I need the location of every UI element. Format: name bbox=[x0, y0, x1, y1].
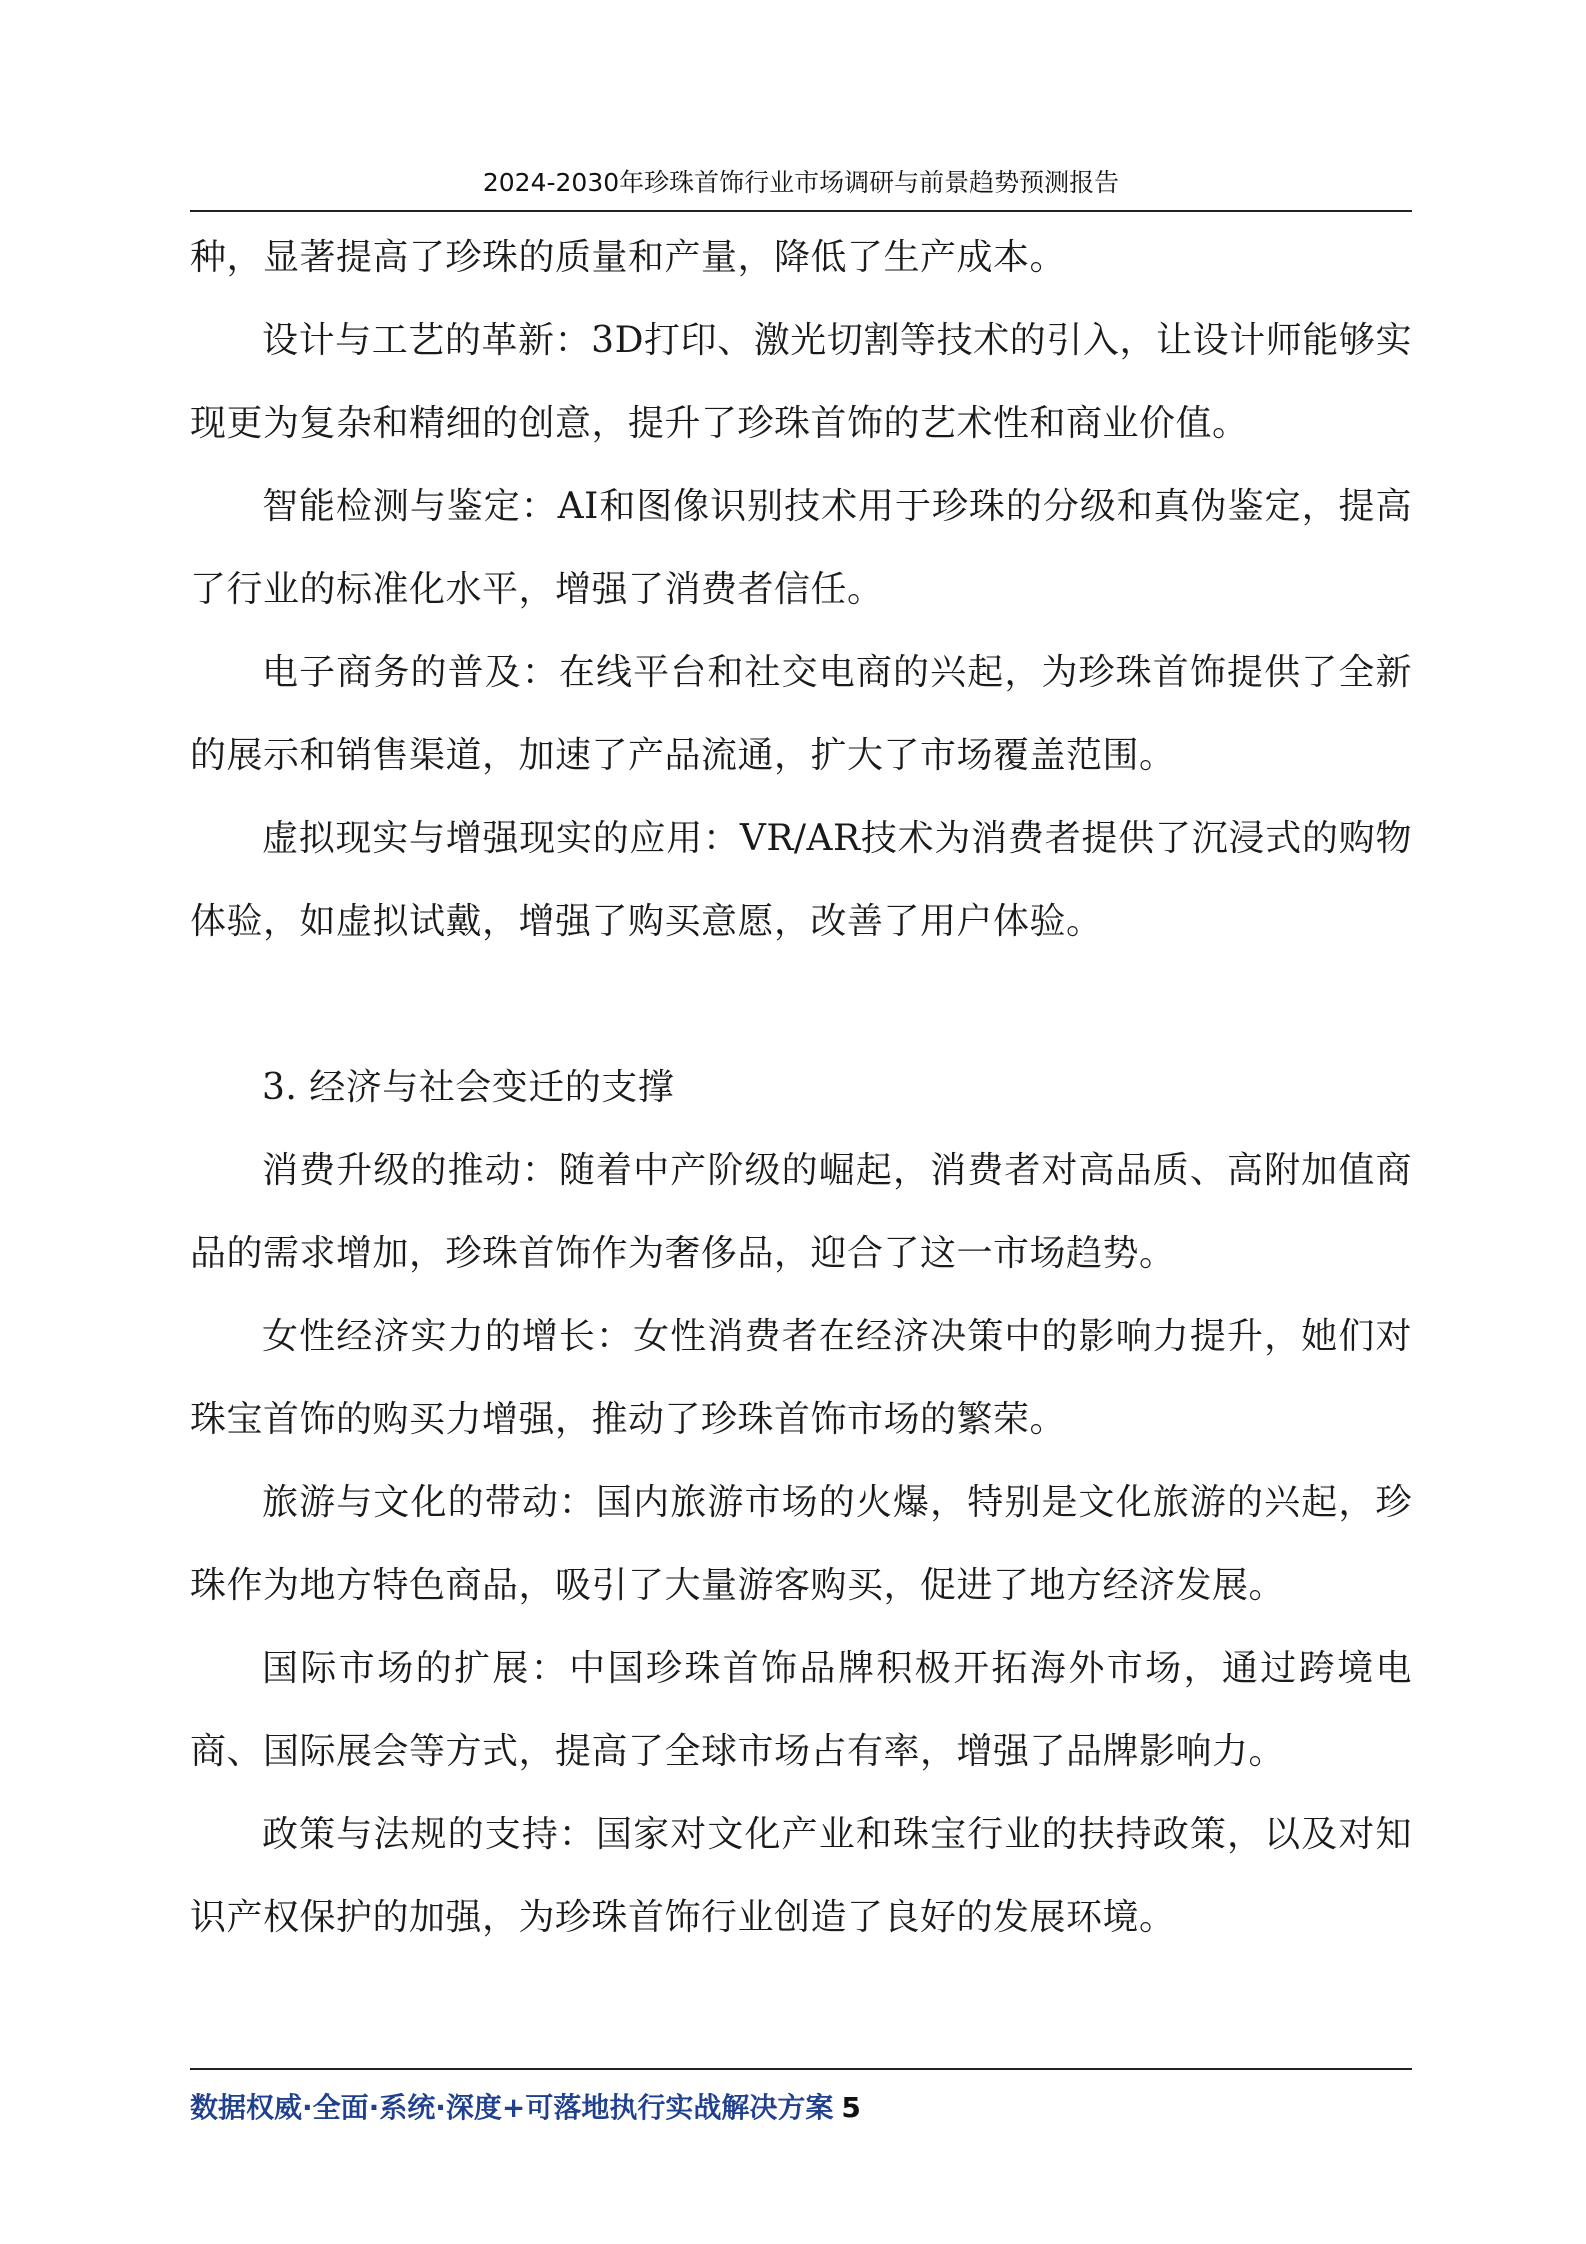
footer-divider bbox=[190, 2068, 1412, 2070]
paragraph-policy-support: 政策与法规的支持：国家对文化产业和珠宝行业的扶持政策，以及对知识产权保护的加强，为珍珠首饰行业创造了良好的发展环境。 bbox=[190, 1814, 1412, 1938]
page-body bbox=[190, 216, 1412, 1959]
paragraph-female-economy: 女性经济实力的增长：女性消费者在经济决策中的影响力提升，她们对珠宝首饰的购买力增强，推动了珍珠首饰市场的繁荣。 bbox=[190, 1316, 1412, 1440]
page-number: 5 bbox=[841, 2091, 861, 2124]
section-heading: 3. 经济与社会变迁的支撑 bbox=[262, 1067, 675, 1108]
page-header bbox=[190, 158, 1412, 212]
intro-line: 种，显著提高了珍珠的质量和产量，降低了生产成本。 bbox=[190, 237, 1067, 278]
paragraph-ecommerce: 电子商务的普及：在线平台和社交电商的兴起，为珍珠首饰提供了全新的展示和销售渠道，加速了产品流通，扩大了市场覆盖范围。 bbox=[190, 652, 1412, 776]
paragraph-tourism-culture: 旅游与文化的带动：国内旅游市场的火爆，特别是文化旅游的兴起，珍珠作为地方特色商品，吸引了大量游客购买，促进了地方经济发展。 bbox=[190, 1482, 1412, 1606]
paragraph-vr-ar: 虚拟现实与增强现实的应用：VR/AR技术为消费者提供了沉浸式的购物体验，如虚拟试戴，增强了购买意愿，改善了用户体验。 bbox=[190, 818, 1412, 942]
paragraph-international-market: 国际市场的扩展：中国珍珠首饰品牌积极开拓海外市场，通过跨境电商、国际展会等方式，提高了全球市场占有率，增强了品牌影响力。 bbox=[190, 1648, 1412, 1772]
page-footer bbox=[190, 2078, 1412, 2138]
footer-slogan: 数据权威·全面·系统·深度+可落地执行实战解决方案 bbox=[190, 2091, 834, 2124]
paragraph-consumption-upgrade: 消费升级的推动：随着中产阶级的崛起，消费者对高品质、高附加值商品的需求增加，珍珠首饰作为奢侈品，迎合了这一市场趋势。 bbox=[190, 1150, 1412, 1274]
paragraph-design-craft: 设计与工艺的革新：3D打印、激光切割等技术的引入，让设计师能够实现更为复杂和精细的创意，提升了珍珠首饰的艺术性和商业价值。 bbox=[190, 320, 1412, 444]
paragraph-smart-detection: 智能检测与鉴定：AI和图像识别技术用于珍珠的分级和真伪鉴定，提高了行业的标准化水平，增强了消费者信任。 bbox=[190, 486, 1412, 610]
report-title: 2024-2030年珍珠首饰行业市场调研与前景趋势预测报告 bbox=[482, 168, 1120, 197]
